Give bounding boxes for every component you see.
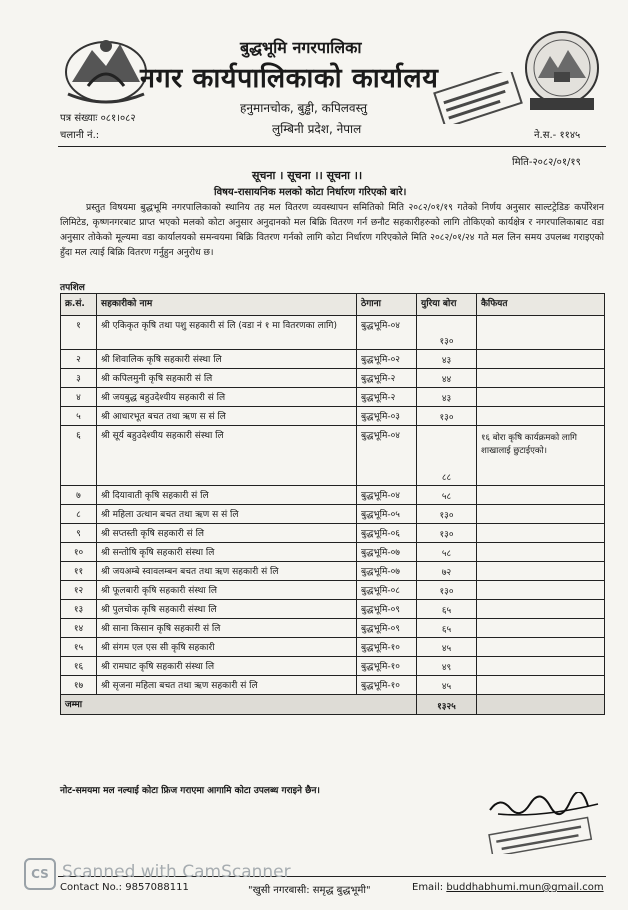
table-row <box>61 562 605 581</box>
cell-sn: २ <box>61 350 97 369</box>
cell-name: श्री फूलबारी कृषि सहकारी संस्था लि <box>97 581 357 600</box>
cell-urea: ४३ <box>417 350 477 369</box>
cell-sn: १२ <box>61 581 97 600</box>
cell-sn: १४ <box>61 619 97 638</box>
cell-name: श्री शिवालिक कृषि सहकारी संस्था लि <box>97 350 357 369</box>
cell-remark <box>477 543 605 562</box>
cell-urea: १३० <box>417 505 477 524</box>
cell-sn: ११ <box>61 562 97 581</box>
table-row <box>61 350 605 369</box>
cell-urea: १३० <box>417 316 477 350</box>
cell-urea: ६५ <box>417 619 477 638</box>
letter-date: मिति-२०८२/०१/१९ <box>512 157 581 168</box>
cell-address: बुद्धभूमि-०८ <box>357 581 417 600</box>
cell-name: श्री जयबुद्ध बहुउदेश्यीय सहकारी सं लि <box>97 388 357 407</box>
table-row <box>61 316 605 350</box>
cell-sn: ७ <box>61 486 97 505</box>
cell-remark <box>477 562 605 581</box>
cell-name: श्री महिला उत्थान बचत तथा ऋण स सं लि <box>97 505 357 524</box>
cell-address: बुद्धभूमि-०५ <box>357 505 417 524</box>
cell-remark <box>477 388 605 407</box>
table-row <box>61 369 605 388</box>
header-sn: क्र.सं. <box>61 294 97 316</box>
cell-address: बुद्धभूमि-०९ <box>357 619 417 638</box>
table-row <box>61 676 605 695</box>
cell-name: श्री रामघाट कृषि सहकारी संस्था लि <box>97 657 357 676</box>
cell-urea: ४५ <box>417 638 477 657</box>
cell-name: श्री संगम एल एस सी कृषि सहकारी <box>97 638 357 657</box>
cell-sn: ४ <box>61 388 97 407</box>
cell-remark <box>477 369 605 388</box>
cell-address: बुद्धभूमि-०७ <box>357 562 417 581</box>
cell-urea: ४९ <box>417 657 477 676</box>
cell-remark <box>477 316 605 350</box>
header-divider <box>58 146 606 147</box>
table-row <box>61 486 605 505</box>
cell-address: बुद्धभूमि-०४ <box>357 316 417 350</box>
cell-name: श्री दियावाती कृषि सहकारी सं लि <box>97 486 357 505</box>
subject-line: विषय-रासायनिक मलको कोटा निर्धारण गरिएको बारे। <box>214 187 407 198</box>
contact-number: Contact No.: 9857088111 <box>60 882 189 893</box>
email-address[interactable]: buddhabhumi.mun@gmail.com <box>446 882 604 893</box>
cell-sn: ८ <box>61 505 97 524</box>
cell-name: श्री सूर्य बहुउदेश्यीय सहकारी संस्था लि <box>97 426 357 486</box>
cell-remark <box>477 581 605 600</box>
table-row <box>61 600 605 619</box>
cell-urea: ८८ <box>417 426 477 486</box>
camscanner-badge-icon: CS <box>24 858 56 890</box>
cell-urea: ५८ <box>417 486 477 505</box>
cell-name: श्री पुलचोक कृषि सहकारी संस्था लि <box>97 600 357 619</box>
body-paragraph: प्रस्तुत विषयमा बुद्धभूमि नगरपालिकाको स्थानिय तह मल वितरण व्यवस्थापन समितिको मिति २०८२/०१/१९ गतेको निर्णय अनुसार साल्टट्रेडिङ कर्पोरेशन लिमिटेड, कृष्णनगरबाट प्राप्त भएको मलको कोटा अनुसार अनुदानको मल बिक्रि वितरण गर्न छनौट सहकारीहरुको लागि तोकिएको कार्यक्षेत्र र नगरपालिकाबाट वडा अनुसार तोकेको मूल्यमा वडा कार्यालयको समन्वयमा बिक्रि वितरण गर्नको लागि कोटा निर्धारण गरिएकोले मिति २०८२/०१/२४ गते मल लिन समय उपलब्ध गराइएको हुँदा मल त्याई बिक्रि वितरण गर्नुहुन अनुरोध छ। <box>60 202 604 258</box>
email <box>412 882 604 893</box>
header-remark: कैफियत <box>477 294 605 316</box>
cell-urea: १३० <box>417 407 477 426</box>
cell-address: बुद्धभूमि-०७ <box>357 543 417 562</box>
cell-remark: १६ बोरा कृषि कार्यक्रमको लागि शाखालाई छुटाईएको। <box>477 426 605 486</box>
cell-address: बुद्धभूमि-२ <box>357 369 417 388</box>
cell-address: बुद्धभूमि-२ <box>357 388 417 407</box>
note-text: नोट-समयमा मल नल्याई कोटा फ्रिज गराएमा आगामि कोटा उपलब्ध गराइने छैन। <box>60 786 320 796</box>
cell-remark <box>477 486 605 505</box>
header-urea: युरिया बोरा <box>417 294 477 316</box>
cell-sn: १ <box>61 316 97 350</box>
cell-address: बुद्धभूमि-०३ <box>357 407 417 426</box>
cell-sn: १० <box>61 543 97 562</box>
cell-name: श्री सन्तोषि कृषि सहकारी संस्था लि <box>97 543 357 562</box>
cell-address: बुद्धभूमि-१० <box>357 638 417 657</box>
slogan: "खुसी नगरबासी: समृद्ध बुद्धभूमी" <box>248 885 371 896</box>
cell-urea: ५८ <box>417 543 477 562</box>
cell-sn: १५ <box>61 638 97 657</box>
header-name: सहकारीको नाम <box>97 294 357 316</box>
cell-urea: ४३ <box>417 388 477 407</box>
org-name: बुद्धभूमि नगरपालिका <box>240 38 362 57</box>
total-value: १३२५ <box>417 695 477 715</box>
cell-sn: १७ <box>61 676 97 695</box>
address: हनुमानचोक, बुड्ढी, कपिलवस्तु <box>240 101 368 115</box>
cell-remark <box>477 657 605 676</box>
total-label: जम्मा <box>61 695 417 715</box>
cell-name: श्री कपिलमुनी कृषि सहकारी सं लि <box>97 369 357 388</box>
cell-urea: ७२ <box>417 562 477 581</box>
cell-address: बुद्धभूमि-०९ <box>357 600 417 619</box>
table-row <box>61 657 605 676</box>
patra-sankhya: पत्र संख्याः ०८१।०८२ <box>60 113 136 124</box>
table-row <box>61 426 605 486</box>
cell-name: श्री सप्तस्ती कृषि सहकारी सं लि <box>97 524 357 543</box>
cell-urea: ६५ <box>417 600 477 619</box>
email-label: Email: <box>412 882 444 893</box>
scanner-watermark: Scanned with CamScanner <box>62 862 291 882</box>
cell-address: बुद्धभूमि-०२ <box>357 350 417 369</box>
cell-remark <box>477 505 605 524</box>
office-stamp-icon <box>432 72 524 124</box>
table-row <box>61 581 605 600</box>
cell-name: श्री साना किसान कृषि सहकारी सं लि <box>97 619 357 638</box>
table-row <box>61 505 605 524</box>
nepal-emblem-icon <box>62 32 150 106</box>
cell-remark <box>477 638 605 657</box>
cell-name: श्री सृजना महिला बचत तथा ऋण सहकारी सं लि <box>97 676 357 695</box>
municipality-logo-icon <box>520 28 604 114</box>
cell-address: बुद्धभूमि-१० <box>357 657 417 676</box>
table-header-row <box>61 294 605 316</box>
cell-sn: ३ <box>61 369 97 388</box>
chalani-number: चलानी नं.: <box>60 130 100 141</box>
total-remark <box>477 695 605 715</box>
signature-stamp-icon <box>470 792 610 854</box>
cell-address: बुद्धभूमि-०४ <box>357 486 417 505</box>
quota-table <box>60 293 605 715</box>
table-row <box>61 524 605 543</box>
cell-remark <box>477 619 605 638</box>
table-row <box>61 638 605 657</box>
table-total-row <box>61 695 605 715</box>
cell-name: श्री जयअम्बे स्वावलम्बन बचत तथा ऋण सहकारी सं लि <box>97 562 357 581</box>
header-address: ठेगाना <box>357 294 417 316</box>
cell-remark <box>477 350 605 369</box>
cell-sn: ५ <box>61 407 97 426</box>
cell-urea: ४५ <box>417 676 477 695</box>
cell-urea: ४४ <box>417 369 477 388</box>
cell-remark <box>477 600 605 619</box>
table-row <box>61 407 605 426</box>
cell-remark <box>477 407 605 426</box>
notice-heading: सूचना । सूचना ।। सूचना ।। <box>252 169 363 182</box>
cell-address: बुद्धभूमि-०६ <box>357 524 417 543</box>
province: लुम्बिनी प्रदेश, नेपाल <box>272 122 362 136</box>
table-row <box>61 388 605 407</box>
tapsil-label: तपशिल <box>60 283 85 293</box>
office-name: नगर कार्यपालिकाको कार्यालय <box>140 63 439 94</box>
cell-address: बुद्धभूमि-१० <box>357 676 417 695</box>
table-row <box>61 619 605 638</box>
cell-remark <box>477 676 605 695</box>
reference-number: ने.स.- ११४५ <box>534 130 581 141</box>
cell-sn: १३ <box>61 600 97 619</box>
cell-remark <box>477 524 605 543</box>
cell-name: श्री आधारभूत बचत तथा ऋण स सं लि <box>97 407 357 426</box>
cell-address: बुद्धभूमि-०४ <box>357 426 417 486</box>
table-row <box>61 543 605 562</box>
cell-urea: १३० <box>417 581 477 600</box>
cell-sn: ६ <box>61 426 97 486</box>
cell-name: श्री एकिकृत कृषि तथा पशु सहकारी सं लि (वडा नं १ मा वितरणका लागि) <box>97 316 357 350</box>
cell-sn: ९ <box>61 524 97 543</box>
cell-sn: १६ <box>61 657 97 676</box>
cell-urea: १३० <box>417 524 477 543</box>
